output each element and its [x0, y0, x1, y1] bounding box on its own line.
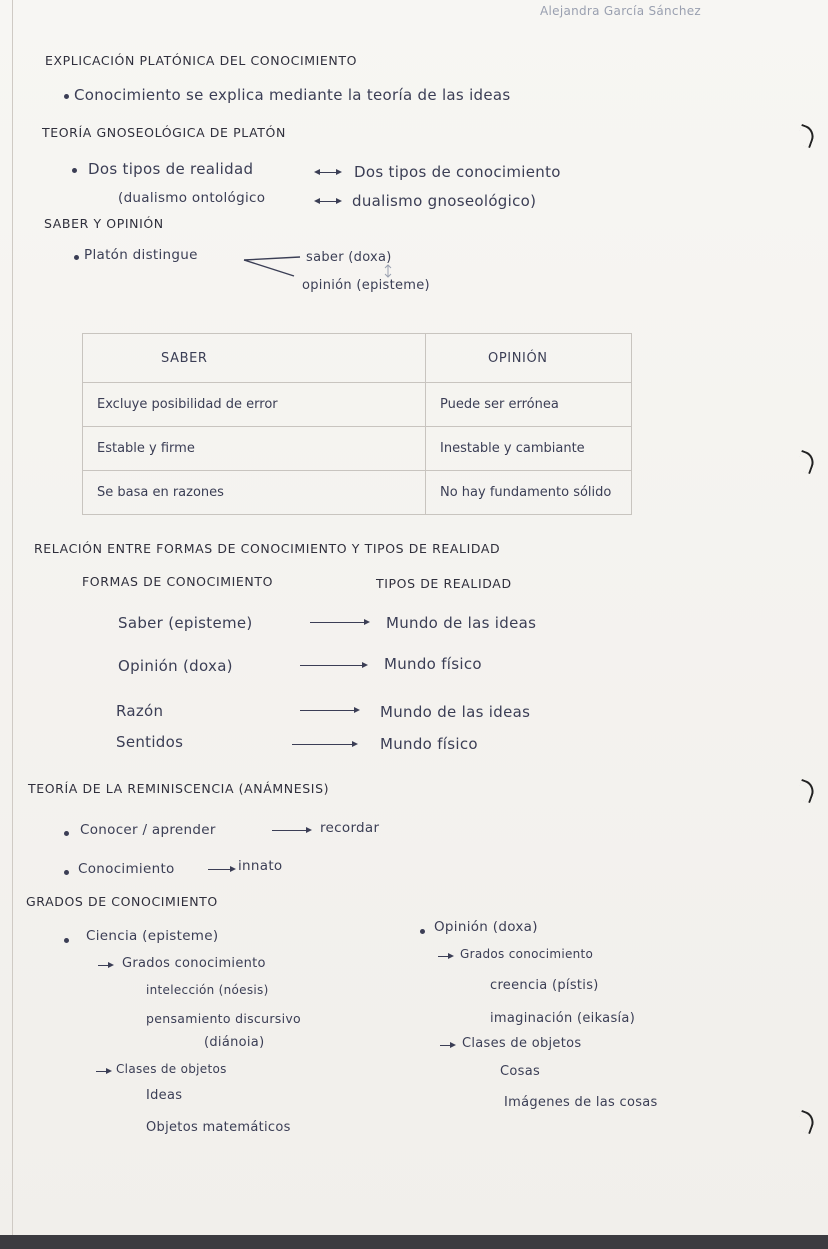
table-cell: Se basa en razones [83, 471, 426, 515]
arrow-icon [96, 1071, 110, 1072]
grade-item: intelección (nóesis) [146, 983, 269, 997]
grade-item: Cosas [500, 1064, 541, 1079]
arrow-icon [438, 956, 452, 957]
note-line: Conocimiento se explica mediante la teoría de las ideas [74, 86, 511, 104]
grade-item: pensamiento discursivo [146, 1011, 301, 1026]
note-line: Platón distingue [84, 247, 198, 263]
comparison-table [82, 333, 632, 515]
grade-item: Objetos matemáticos [146, 1120, 291, 1135]
table-header-row [83, 334, 632, 383]
grade-item: Ideas [146, 1088, 183, 1103]
relation-right: Mundo físico [384, 655, 482, 673]
note-line: Conocimiento [78, 861, 175, 877]
grade-sub: Clases de objetos [462, 1036, 582, 1051]
relation-right: Mundo de las ideas [380, 703, 531, 721]
swap-arrow-icon [383, 263, 393, 279]
grade-item: imaginación (eikasía) [490, 1011, 636, 1026]
table-cell: Puede ser errónea [426, 383, 632, 427]
column-heading: TIPOS DE REALIDAD [376, 576, 512, 591]
table-cell: No hay fundamento sólido [426, 471, 632, 515]
note-line: (dualismo ontológico [118, 190, 266, 206]
double-arrow-icon [316, 172, 340, 173]
grade-sub: Grados conocimiento [460, 947, 594, 961]
grade-head: Opinión (doxa) [434, 919, 538, 935]
note-line: recordar [320, 820, 380, 836]
section-title-teoria-gnoseologica: TEORÍA GNOSEOLÓGICA DE PLATÓN [42, 125, 286, 140]
bullet [64, 938, 69, 943]
grade-head: Ciencia (episteme) [86, 928, 219, 944]
arrow-icon [300, 665, 366, 666]
relation-left: Razón [116, 702, 164, 720]
relation-right: Mundo físico [380, 735, 478, 753]
note-line: innato [238, 858, 283, 874]
section-title-relacion: RELACIÓN ENTRE FORMAS DE CONOCIMIENTO Y TIPOS DE REALIDAD [34, 541, 501, 556]
arrow-icon [208, 869, 234, 870]
grade-item: (diánoia) [204, 1035, 265, 1050]
grade-item: creencia (pístis) [490, 978, 599, 993]
note-line: Dos tipos de realidad [88, 160, 254, 178]
section-title-grados: GRADOS DE CONOCIMIENTO [26, 894, 218, 909]
table-header: SABER [83, 334, 426, 383]
bullet [64, 870, 69, 875]
bullet [64, 94, 69, 99]
table-row [83, 471, 632, 515]
branch-lines [240, 250, 310, 280]
table-row [83, 383, 632, 427]
table-cell: Excluye posibilidad de error [83, 383, 426, 427]
bullet [420, 929, 425, 934]
bullet [74, 255, 79, 260]
arrow-icon [440, 1045, 454, 1046]
table-header: OPINIÓN [426, 334, 632, 383]
grade-item: Imágenes de las cosas [504, 1095, 658, 1110]
grade-sub: Clases de objetos [116, 1062, 227, 1076]
note-line: Conocer / aprender [80, 822, 216, 838]
arrow-icon [98, 965, 112, 966]
arrow-icon [300, 710, 358, 711]
column-heading: FORMAS DE CONOCIMIENTO [82, 574, 274, 589]
table-cell: Estable y firme [83, 427, 426, 471]
relation-left: Opinión (doxa) [118, 657, 233, 675]
double-arrow-icon [316, 201, 340, 202]
bullet [64, 831, 69, 836]
bullet [72, 168, 77, 173]
branch-opinion: opinión (episteme) [302, 278, 430, 293]
branch-saber: saber (doxa) [306, 250, 392, 265]
grade-sub: Grados conocimiento [122, 956, 266, 971]
arrow-icon [310, 622, 368, 623]
author-name: Alejandra García Sánchez [540, 4, 702, 18]
margin-line [12, 0, 13, 1249]
table-row [83, 427, 632, 471]
note-line: Dos tipos de conocimiento [354, 163, 561, 181]
page-bottom-edge [0, 1235, 828, 1249]
arrow-icon [272, 830, 310, 831]
relation-left: Saber (episteme) [118, 614, 253, 632]
note-line: dualismo gnoseológico) [352, 192, 537, 210]
table-cell: Inestable y cambiante [426, 427, 632, 471]
section-title-explicacion: EXPLICACIÓN PLATÓNICA DEL CONOCIMIENTO [45, 53, 358, 68]
relation-right: Mundo de las ideas [386, 614, 537, 632]
arrow-icon [292, 744, 356, 745]
relation-left: Sentidos [116, 733, 184, 751]
section-title-reminiscencia: TEORÍA DE LA REMINISCENCIA (ANÁMNESIS) [28, 781, 330, 796]
section-title-saber-opinion: SABER Y OPINIÓN [44, 216, 164, 231]
